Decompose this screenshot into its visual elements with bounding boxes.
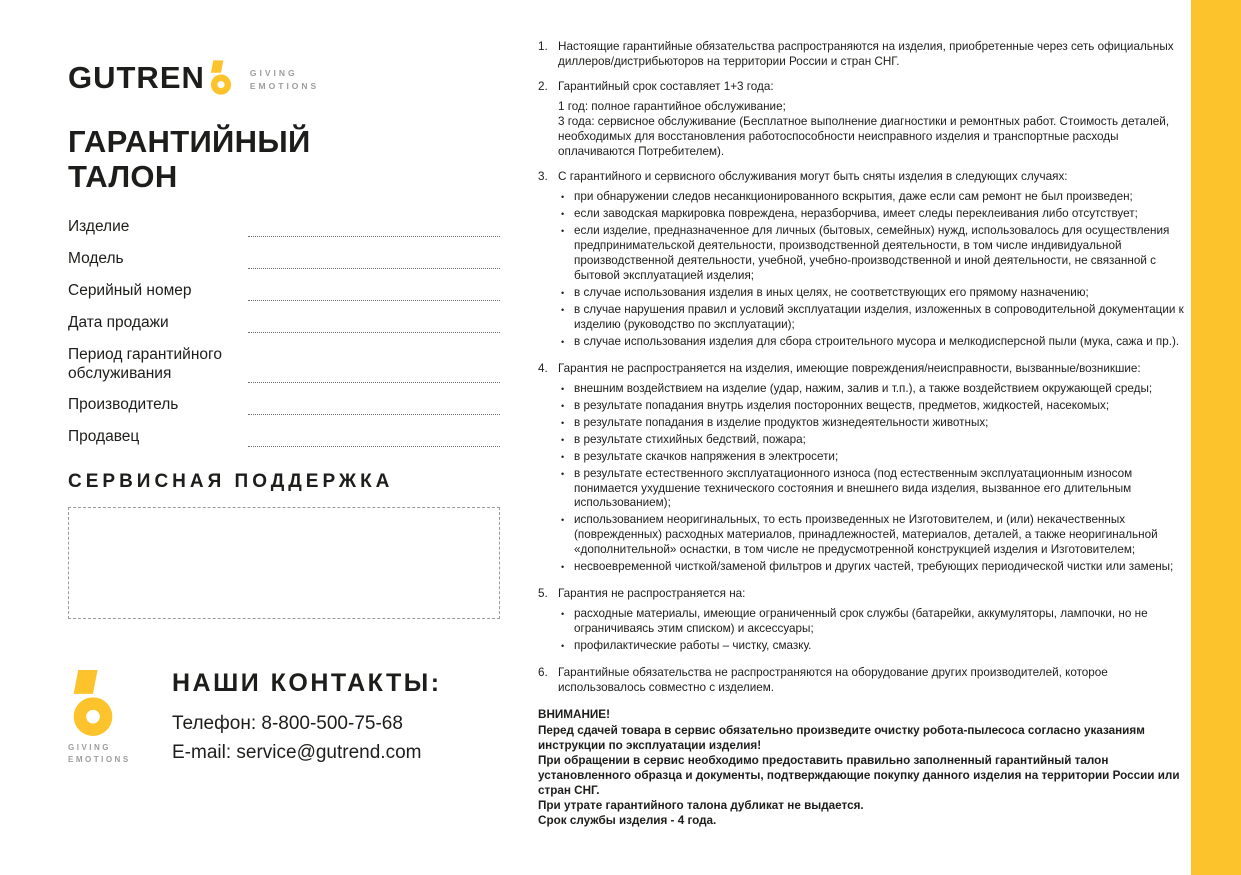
contacts-info [172, 669, 442, 764]
term-bullet [558, 560, 1188, 575]
form-fill-line[interactable] [248, 400, 500, 415]
contacts-logo [68, 669, 131, 766]
page-title-line1: ГАРАНТИЙНЫЙ [68, 124, 311, 159]
bullet-text: несвоевременной чисткой/заменой фильтров и других частей, требующих периодической чистки или замены; [574, 560, 1174, 574]
contact-phone: Телефон: 8-800-500-75-68 [172, 713, 403, 735]
term-bullet [558, 303, 1188, 333]
form-field-label: Модель [68, 249, 124, 267]
attention-line: Перед сдачей товара в сервис обязательно произведите очистку робота-пылесоса согласно указаниям инструкции по эксплуатации изделия! [538, 724, 1145, 753]
term-bullet-list [558, 190, 1188, 350]
term-bullet [558, 607, 1188, 637]
bullet-text: расходные материалы, имеющие ограниченный срок службы (батарейки, аккумуляторы, лампочки, но не ограничиваясь этим списком) и аксессуары; [574, 607, 1148, 636]
form-field-label: Изделие [68, 218, 130, 236]
attention-line: Срок службы изделия - 4 года. [538, 813, 717, 827]
bullet-dot: • [561, 304, 565, 315]
term-body [558, 170, 1188, 352]
form-field-label: Дата продажи [68, 313, 169, 331]
term-bullet [558, 399, 1188, 414]
term-bullet [558, 513, 1188, 558]
logo-tagline-line1: GIVING [249, 68, 298, 78]
form-fill-line[interactable] [248, 432, 500, 447]
logo-tagline-line2: EMOTIONS [249, 80, 320, 91]
term-item [538, 362, 1188, 578]
form-fill-line[interactable] [248, 254, 500, 269]
term-item [538, 170, 1188, 352]
term-body [558, 80, 1188, 160]
attention-line: При обращении в сервис необходимо предоставить правильно заполненный гарантийный талон установленного образца и документы, подтверждающие покупку данного изделия на территории России или стран СНГ. [538, 754, 1180, 798]
form-field-row [68, 282, 500, 301]
bullet-text: при обнаружении следов несанкционированного вскрытия, даже если сам ремонт не был произведен; [574, 189, 1133, 203]
term-number: 1. [538, 40, 548, 53]
form-field-row [68, 396, 500, 415]
form-field-row [68, 428, 500, 447]
gutrend-d-icon [68, 669, 118, 737]
contacts-logo-tagline [68, 742, 131, 766]
form-field-label: Период гарантийного обслуживания [68, 345, 222, 382]
bullet-text: в случае использования изделия для сбора строительного мусора и мелкодисперсной пыли (мука, сажа и пр.). [574, 334, 1180, 348]
bullet-dot: • [561, 468, 565, 479]
term-text: Гарантия не распространяется на изделия, имеющие повреждения/неисправности, вызванные/возникшие: [558, 361, 1141, 375]
term-bullet [558, 639, 1188, 654]
term-bullet [558, 433, 1188, 448]
service-support-box [68, 507, 500, 619]
term-bullet [558, 335, 1188, 350]
contacts-section [68, 669, 500, 766]
bullet-text: в результате попадания внутрь изделия посторонних веществ, предметов, жидкостей, насекомых; [574, 398, 1110, 412]
term-item [538, 587, 1188, 656]
term-bullet [558, 190, 1188, 205]
bullet-dot: • [561, 515, 565, 526]
logo-tagline [250, 67, 319, 93]
contact-email: E-mail: service@gutrend.com [172, 742, 422, 764]
term-bullet [558, 224, 1188, 284]
term-paragraph: 3 года: сервисное обслуживание (Бесплатное выполнение диагностики и ремонтных работ. Стоимость деталей, необходимых для восстановления работоспособности неисправного изделия и транспортные расходы оплачиваются Потребителем). [558, 114, 1170, 158]
warranty-form [68, 218, 500, 447]
bullet-text: в результате стихийных бедствий, пожара; [574, 432, 806, 446]
form-field-label: Продавец [68, 428, 140, 446]
form-fill-line[interactable] [248, 318, 500, 333]
bullet-dot: • [561, 641, 565, 652]
term-bullet [558, 382, 1188, 397]
form-fill-line[interactable] [248, 222, 500, 237]
bullet-dot: • [561, 287, 565, 298]
term-number: 4. [538, 361, 548, 375]
bullet-dot: • [561, 383, 565, 394]
bullet-text: в случае нарушения правил и условий эксплуатации изделия, изложенных в сопроводительной документации к изделию (руководство по эксплуатации); [574, 302, 1184, 331]
bullet-dot: • [561, 434, 565, 445]
term-text: Гарантия не распространяется на: [558, 587, 746, 601]
term-bullet [558, 450, 1188, 465]
page-title [68, 124, 500, 194]
service-support-title: СЕРВИСНАЯ ПОДДЕРЖКА [68, 471, 394, 493]
bullet-text: в результате попадания в изделие продуктов жизнедеятельности животных; [574, 415, 989, 429]
term-body [558, 40, 1188, 70]
term-item [538, 40, 1188, 70]
term-bullet-list [558, 382, 1188, 576]
bullet-dot: • [561, 609, 565, 620]
contacts-title: НАШИ КОНТАКТЫ: [172, 669, 442, 698]
page-title-line2: ТАЛОН [68, 159, 178, 195]
bullet-dot: • [561, 225, 565, 236]
bullet-text: внешним воздействием на изделие (удар, нажим, залив и т.п.), а также воздействием окружающей среды; [574, 381, 1153, 395]
term-item [538, 666, 1188, 696]
bullet-dot: • [561, 208, 565, 219]
term-number: 5. [538, 587, 548, 601]
form-fill-line[interactable] [248, 368, 500, 383]
gutrend-logo [68, 62, 500, 96]
contacts-tagline-line2: EMOTIONS [68, 755, 131, 765]
bullet-dot: • [561, 191, 565, 202]
gutrend-d-icon [208, 59, 234, 96]
bullet-text: в результате скачков напряжения в электросети; [574, 449, 839, 463]
term-bullet [558, 416, 1188, 431]
bullet-text: профилактические работы – чистку, смазку. [574, 639, 812, 653]
bullet-text: если изделие, предназначенное для личных (бытовых, семейных) нужд, использовалось для осуществления предпринимательской деятельности, производственной деятельности, в том числе индивидуальной производственной деятельности, учебной, учебно-производственной и иной деятельности, не связанной с бытовой эксплуатацией изделия; [574, 223, 1170, 282]
bullet-dot: • [561, 417, 565, 428]
left-column [68, 62, 500, 766]
term-text: Настоящие гарантийные обязательства распространяются на изделия, приобретенные через сеть официальных диллеров/дистрибьюторов на территории России и стран СНГ. [558, 40, 1174, 68]
form-field-label: Производитель [68, 396, 179, 414]
form-field-row [68, 250, 500, 269]
bullet-dot: • [561, 400, 565, 411]
term-paragraph: 1 год: полное гарантийное обслуживание; [558, 99, 786, 113]
gutrend-logo-text: GUTREN [68, 60, 205, 95]
term-body [558, 362, 1188, 578]
term-number: 2. [538, 79, 548, 93]
form-field-row [68, 218, 500, 237]
term-text: Гарантийный срок составляет 1+3 года: [558, 79, 774, 93]
bullet-dot: • [561, 336, 565, 347]
bullet-text: использованием неоригинальных, то есть произведенных не Изготовителем, и (или) некачественных (поврежденных) расходных материалов, принадлежностей, материалов, деталей, а также неоригинальной «дополнительной» оснастки, в том числе не предусмотренной конструкцией изделия и Изготовителем; [574, 513, 1158, 557]
form-field-row [68, 314, 500, 333]
term-body [558, 666, 1188, 696]
term-bullet [558, 286, 1188, 301]
form-field-label: Серийный номер [68, 281, 192, 299]
term-number: 6. [538, 666, 548, 680]
attention-block [538, 708, 1188, 829]
term-bullet [558, 207, 1188, 222]
contacts-tagline-line1: GIVING [68, 743, 112, 753]
bullet-text: если заводская маркировка повреждена, неразборчива, имеет следы переклеивания либо отсутствует; [574, 206, 1138, 220]
form-field-row [68, 346, 500, 384]
bullet-text: в случае использования изделия в иных целях, не соответствующих его прямому назначению; [574, 285, 1089, 299]
term-bullet [558, 467, 1188, 512]
term-body [558, 587, 1188, 656]
bullet-dot: • [561, 451, 565, 462]
attention-title: ВНИМАНИЕ! [538, 708, 610, 722]
terms-list [538, 40, 1188, 696]
term-number: 3. [538, 169, 548, 183]
term-text: Гарантийные обязательства не распространяются на оборудование других производителей, которое использовалось совместно с изделием. [558, 666, 1108, 695]
bullet-dot: • [561, 562, 565, 573]
form-fill-line[interactable] [248, 286, 500, 301]
bullet-text: в результате естественного эксплуатационного износа (под естественным эксплуатационным износом понимается ухудшение технического состояния и внешнего вида изделия, вызванное его длительным использованием); [574, 466, 1133, 510]
warranty-terms [538, 40, 1188, 829]
yellow-accent-stripe [1191, 0, 1241, 875]
term-text: С гарантийного и сервисного обслуживания могут быть сняты изделия в следующих случаях: [558, 169, 1068, 183]
term-item [538, 80, 1188, 160]
term-bullet-list [558, 607, 1188, 654]
attention-line: При утрате гарантийного талона дубликат не выдается. [538, 799, 864, 812]
